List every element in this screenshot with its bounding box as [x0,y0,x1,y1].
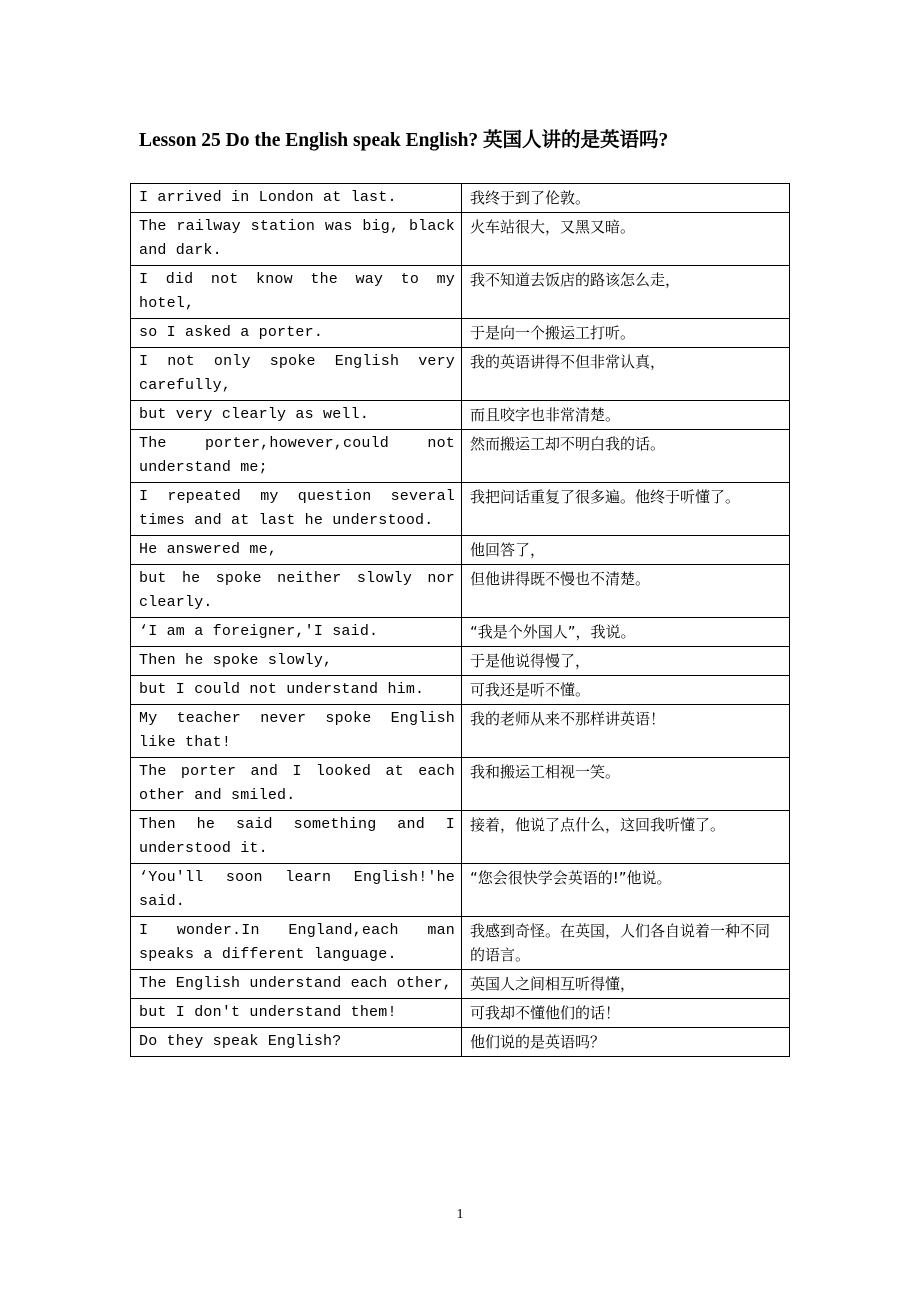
table-row [131,811,790,864]
english-sentence: He answered me, [131,536,462,565]
table-row [131,705,790,758]
english-sentence: I not only spoke English very carefully, [131,348,462,401]
english-sentence: The porter and I looked at each other and smiled. [131,758,462,811]
english-sentence: I wonder.In England,each man speaks a different language. [131,917,462,970]
table-row [131,647,790,676]
chinese-translation: 我的英语讲得不但非常认真， [462,348,790,401]
table-row [131,266,790,319]
english-sentence: but I don't understand them! [131,999,462,1028]
table-row [131,999,790,1028]
english-sentence: Then he spoke slowly, [131,647,462,676]
chinese-translation: 我不知道去饭店的路该怎么走， [462,266,790,319]
english-sentence: I did not know the way to my hotel, [131,266,462,319]
chinese-translation: 火车站很大，又黑又暗。 [462,213,790,266]
english-sentence: Then he said something and I understood it. [131,811,462,864]
english-sentence: but he spoke neither slowly nor clearly. [131,565,462,618]
chinese-translation: 于是向一个搬运工打听。 [462,319,790,348]
lesson-title: Lesson 25 Do the English speak English? 英国人讲的是英语吗? [139,130,669,151]
chinese-translation: 可我却不懂他们的话！ [462,999,790,1028]
table-row [131,1028,790,1057]
table-row [131,184,790,213]
table-row [131,864,790,917]
translation-rows [131,184,790,1057]
table-row [131,483,790,536]
chinese-translation: 可我还是听不懂。 [462,676,790,705]
page-number: 1 [456,1207,464,1222]
table-row [131,758,790,811]
chinese-translation: 我感到奇怪。在英国，人们各自说着一种不同的语言。 [462,917,790,970]
table-row [131,213,790,266]
table-row [131,401,790,430]
english-sentence: My teacher never spoke English like that! [131,705,462,758]
english-sentence: I repeated my question several times and at last he understood. [131,483,462,536]
english-sentence: so I asked a porter. [131,319,462,348]
chinese-translation: 而且咬字也非常清楚。 [462,401,790,430]
chinese-translation: 他回答了， [462,536,790,565]
table-row [131,430,790,483]
english-sentence: ‘You'll soon learn English!'he said. [131,864,462,917]
chinese-translation: 我的老师从来不那样讲英语！ [462,705,790,758]
english-sentence: ‘I am a foreigner,'I said. [131,618,462,647]
chinese-translation: 英国人之间相互听得懂， [462,970,790,999]
chinese-translation: 我终于到了伦敦。 [462,184,790,213]
chinese-translation: 接着，他说了点什么，这回我听懂了。 [462,811,790,864]
table-row [131,348,790,401]
table-row [131,970,790,999]
english-sentence: Do they speak English? [131,1028,462,1057]
table-row [131,917,790,970]
english-sentence: The railway station was big, black and dark. [131,213,462,266]
english-sentence: I arrived in London at last. [131,184,462,213]
table-row [131,618,790,647]
table-row [131,565,790,618]
english-sentence: but very clearly as well. [131,401,462,430]
chinese-translation: 但他讲得既不慢也不清楚。 [462,565,790,618]
english-sentence: The porter,however,could not understand me; [131,430,462,483]
table-row [131,676,790,705]
chinese-translation: 我把问话重复了很多遍。他终于听懂了。 [462,483,790,536]
chinese-translation: “您会很快学会英语的!”他说。 [462,864,790,917]
table-row [131,536,790,565]
table-row [131,319,790,348]
english-sentence: The English understand each other, [131,970,462,999]
chinese-translation: 于是他说得慢了， [462,647,790,676]
chinese-translation: 他们说的是英语吗？ [462,1028,790,1057]
chinese-translation: “我是个外国人”，我说。 [462,618,790,647]
chinese-translation: 然而搬运工却不明白我的话。 [462,430,790,483]
chinese-translation: 我和搬运工相视一笑。 [462,758,790,811]
english-sentence: but I could not understand him. [131,676,462,705]
translation-table [130,183,790,1057]
